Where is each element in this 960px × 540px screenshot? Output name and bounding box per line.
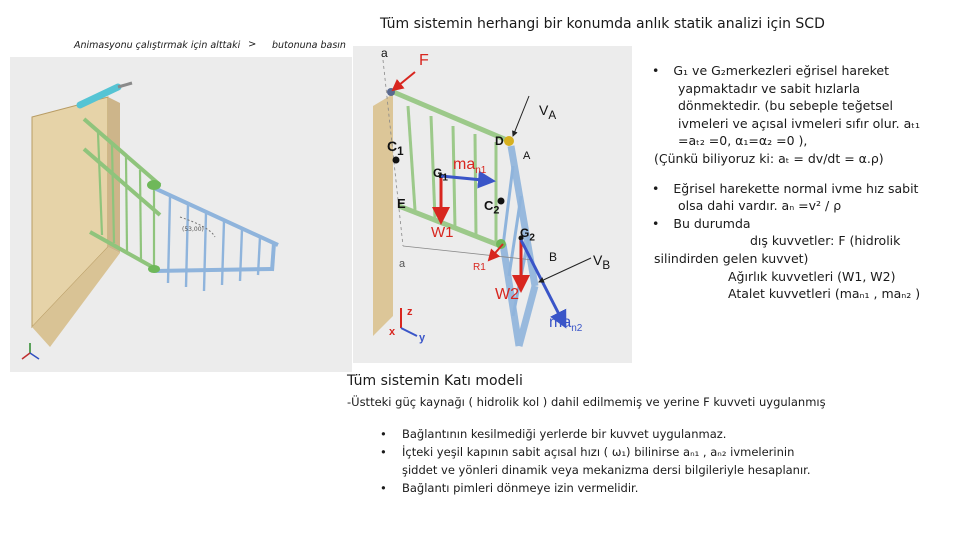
- analysis-line-10: dış kuvvetler: F (hidrolik: [750, 233, 901, 249]
- label-C2-sub: 2: [493, 204, 500, 217]
- free-body-diagram: [353, 46, 632, 363]
- label-F: F: [419, 52, 429, 69]
- label-C2-main: C: [484, 198, 494, 213]
- analysis-text: [640, 62, 955, 303]
- analysis-line-9: • Bu durumda: [644, 215, 955, 233]
- analysis-line-11: silindirden gelen kuvvet): [654, 250, 809, 266]
- analysis-line-4: ivmeleri ve açısal ivmeleri sıfır olur. aₜ₁: [678, 115, 920, 131]
- label-man1-main: ma: [453, 156, 476, 173]
- label-G2-sub: 2: [529, 232, 535, 244]
- label-y: y: [419, 332, 426, 344]
- animation-note: Animasyonu çalıştırmak için alttaki: [74, 40, 241, 51]
- animation-button-text: butonuna basın: [272, 40, 346, 51]
- label-C1-sub: 1: [397, 144, 404, 158]
- label-B: B: [549, 250, 558, 264]
- bullet-2: • İçteki yeşil kapının sabit açısal hızı ( ω₁) bilinirse aₙ₁ , aₙ₂ ivmelerinin: [378, 443, 938, 461]
- label-a-bottom: a: [399, 258, 406, 270]
- solid-model-drawing: [10, 57, 352, 372]
- analysis-line-12: Ağırlık kuvvetleri (W1, W2): [728, 268, 896, 284]
- label-VA-main: V: [539, 102, 549, 118]
- label-G1-main: G: [433, 166, 443, 180]
- slide-title: Tüm sistemin herhangi bir konumda anlık statik analizi için SCD: [380, 16, 825, 32]
- bullet-2-cont: şiddet ve yönleri dinamik veya mekanizma dersi bilgileriyle hesaplanır.: [402, 463, 811, 477]
- solid-model-figure[interactable]: [10, 57, 352, 372]
- solid-model-note: -Üstteki güç kaynağı ( hidrolik kol ) dahil edilmemiş ve yerine F kuvveti uygulanmış: [347, 395, 826, 409]
- label-C2: [484, 198, 499, 217]
- analysis-line-7: • Eğrisel harekette normal ivme hız sabit: [644, 180, 955, 198]
- label-A: A: [523, 150, 531, 162]
- label-VA: [539, 102, 556, 122]
- label-VB: [593, 252, 610, 272]
- label-G2: [520, 226, 535, 243]
- label-R1: R1: [473, 262, 486, 273]
- label-man1: [453, 156, 486, 176]
- label-G1: [433, 166, 448, 183]
- analysis-line-5: =aₜ₂ =0, α₁=α₂ =0 ),: [678, 133, 808, 149]
- label-VB-sub: B: [602, 258, 611, 272]
- solid-model-heading: Tüm sistemin Katı modeli: [347, 373, 523, 389]
- analysis-line-13: Atalet kuvvetleri (maₙ₁ , maₙ₂ ): [728, 286, 921, 302]
- label-man2-main: ma: [549, 314, 572, 331]
- label-W2: W2: [495, 286, 519, 303]
- label-man1-sub: n1: [475, 165, 487, 177]
- analysis-line-6: (Çünkü biliyoruz ki: aₜ = dv/dt = α.ρ): [654, 150, 884, 166]
- label-G1-sub: 1: [442, 172, 448, 184]
- label-C1: [387, 138, 404, 158]
- bullet-3: • Bağlantı pimleri dönmeye izin vermelidir.: [378, 479, 938, 497]
- label-W1: W1: [431, 224, 454, 241]
- analysis-line-8: olsa dahi vardır. aₙ =v² / ρ: [678, 198, 842, 214]
- label-G2-main: G: [520, 226, 530, 240]
- label-z: z: [407, 306, 413, 318]
- analysis-line-2: yapmaktadır ve sabit hızlarla: [678, 80, 861, 96]
- analysis-line-1: • G₁ ve G₂merkezleri eğrisel hareket: [644, 62, 955, 80]
- label-VA-sub: A: [548, 108, 557, 122]
- bullet-1: • Bağlantının kesilmediği yerlerde bir kuvvet uygulanmaz.: [378, 425, 938, 443]
- analysis-line-3: dönmektedir. (bu sebeple teğetsel: [678, 98, 893, 114]
- label-x: x: [389, 326, 396, 338]
- label-D: D: [495, 134, 504, 148]
- bullet-list: [378, 425, 938, 497]
- label-man2: [549, 314, 582, 334]
- label-a-top: a: [381, 46, 388, 60]
- label-VB-main: V: [593, 252, 603, 268]
- animation-arrow: >: [248, 39, 257, 50]
- label-C1-main: C: [387, 138, 398, 154]
- label-man2-sub: n2: [571, 323, 583, 335]
- angle-label: (53,00): [182, 226, 204, 233]
- label-E: E: [397, 196, 406, 211]
